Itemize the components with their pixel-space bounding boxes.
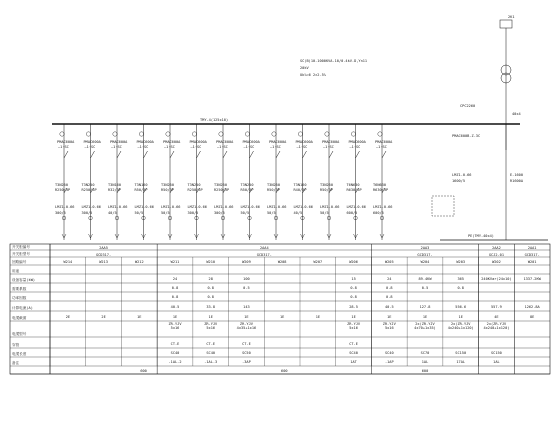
feeder-cb-rating: R250/3P: [214, 188, 230, 192]
table-row-label: 电缆长度: [12, 352, 27, 356]
incomer-main-rating: R1600A: [510, 179, 523, 183]
table-row-label: 设备容量(kW): [12, 278, 36, 282]
cell-value: CT-E: [206, 342, 216, 346]
feeder-breaker-sub: —1·SC: [323, 145, 334, 149]
feeder-breaker-sub: —1·SC: [137, 145, 149, 149]
feeder-ct-ratio: 600/5: [346, 211, 358, 215]
table-row-label: 电缆截面: [12, 316, 27, 320]
cell-value: -1AL-3: [204, 360, 218, 364]
feeder-breaker-label: PMAC600A: [57, 140, 75, 144]
feeder-breaker-sub: —1·SC: [164, 145, 175, 149]
circuit-id: W202: [492, 260, 501, 264]
feeder-cb-model: T3N250: [161, 183, 174, 187]
table-row-label: 开关柜型号: [12, 252, 30, 256]
cell-value: SC50: [242, 351, 251, 355]
feeder-ct-ratio: 50/5: [267, 211, 276, 215]
breaker-contact: [91, 151, 95, 158]
incomer-main-cb: E-1600: [510, 173, 523, 177]
feeder-breaker-sub: —1·SC: [58, 145, 69, 149]
cell-value: 1E: [279, 315, 285, 319]
feeder-breaker-label: PMAC600A: [375, 140, 393, 144]
cell-value: 15: [351, 277, 356, 281]
feeder-ct-label: LMZ1-0.66: [320, 205, 340, 209]
busbar-tag: 40x4: [512, 112, 521, 116]
feeder-ct-ratio: 50/5: [161, 211, 170, 215]
table-row-label: 备注: [12, 361, 20, 365]
feeder-breaker-label: PMAC600A: [295, 140, 313, 144]
feeder-cb-model: T3N250: [214, 183, 227, 187]
table-row-label: 需要系数: [12, 287, 27, 291]
circuit-id: W207: [313, 260, 323, 264]
cell-value: 0.8: [457, 286, 464, 290]
cell-value: ZR-YJV: [239, 322, 253, 326]
cell-value: 2E: [101, 315, 106, 319]
feeder-ct-ratio: 300/5: [214, 211, 225, 215]
circuit-id: W212: [134, 260, 144, 264]
cell-value: 0.5: [243, 286, 250, 290]
feeder-breaker-label: PMAC600A: [269, 140, 287, 144]
feeder-number-icon: [298, 132, 302, 136]
feeder-ct-ratio: 300/5: [187, 211, 199, 215]
feeder-breaker-sub: —1·SC: [349, 145, 361, 149]
cabinet-tag: 2K1: [508, 15, 515, 19]
cell-value: 89.4KW: [418, 277, 432, 281]
feeder-breaker-label: PMAC600A: [110, 140, 128, 144]
cell-value: 0.8: [171, 295, 179, 299]
transformer-note: Uk%=6 2×2.5%: [300, 73, 326, 77]
feeder-cb-rating: R630/3P: [346, 188, 362, 192]
feeder-cb-rating: R630/3P: [373, 188, 389, 192]
cell-value: -1AP: [384, 360, 394, 364]
cell-value: 2x(ZR-YJV: [415, 322, 435, 326]
bus-label: TMY-4(125x10): [200, 118, 229, 122]
feeder-breaker-sub: —1·SC: [296, 145, 308, 149]
cell-value: ZR-YJV: [168, 322, 182, 326]
cell-value: 1262.8A: [524, 305, 540, 309]
breaker-contact: [250, 151, 254, 158]
cell-value: 1E: [137, 315, 142, 319]
feeder-cb-rating: R32/3P: [108, 188, 121, 192]
cell-value: 1E: [208, 315, 213, 319]
feeder-cb-model: T3N160: [108, 183, 121, 187]
cell-value: ZR-YJV: [382, 322, 396, 326]
feeder-ct-label: LMZ1-0.66: [346, 205, 366, 209]
cell-value: 2x(ZR-YJV: [486, 322, 507, 326]
group-model: GCJ2-01: [488, 253, 505, 257]
feeder-cb-rating: R50/3P: [267, 188, 280, 192]
feeder-breaker-label: PMAC600A: [83, 140, 101, 144]
cell-value: 40.5: [170, 305, 180, 309]
cell-value: 24: [387, 277, 392, 281]
cell-value: -1AL-2: [168, 360, 182, 364]
cell-value: SC40: [384, 351, 394, 355]
table-row-label: 功率因数: [12, 296, 27, 300]
cell-value: SC40: [349, 351, 358, 355]
cell-value: 0.8: [386, 295, 393, 299]
breaker-contact: [276, 151, 280, 158]
feeder-ct-label: LMZ1-0.66: [240, 205, 260, 209]
table-row-label: 开关柜编号: [12, 245, 30, 249]
feeder-cb-model: T3N250: [240, 183, 254, 187]
feeder-cb-model: T3N250: [267, 183, 280, 187]
cell-value: SC40: [170, 351, 180, 355]
circuit-id: W206: [349, 260, 358, 264]
cell-value: 240KVar(24x10): [481, 277, 512, 281]
cable-tag: CPC2260: [460, 104, 476, 108]
cell-value: 127.8: [419, 305, 431, 309]
circuit-id: W204: [420, 260, 430, 264]
feeder-number-icon: [219, 132, 223, 136]
cell-value: 5x16: [384, 325, 394, 330]
feeder-breaker-label: PMAC600A: [322, 140, 340, 144]
cell-value: 365: [457, 277, 464, 281]
cell-value: CT-E: [349, 342, 358, 346]
incomer-ct: LMZ1-0.66: [452, 173, 472, 177]
feeder-ct-ratio: 300/5: [55, 211, 66, 215]
group-model: GCD317-: [95, 253, 112, 257]
transformer-sub: 20kV: [300, 66, 309, 70]
breaker-contact: [223, 151, 227, 158]
feeder-ct-ratio: 600/5: [373, 211, 384, 215]
feeder-breaker-label: PMAC600A: [189, 140, 207, 144]
breaker-contact: [382, 151, 386, 158]
breaker-contact: [303, 151, 307, 158]
feeder-number-icon: [113, 132, 117, 136]
cell-value: 4x35+1x16: [236, 325, 257, 330]
feeder-number-icon: [166, 132, 170, 136]
right-bus-label: PE(TMY-40x4): [468, 234, 494, 238]
cell-value: 1AT: [350, 360, 357, 364]
cell-value: 556.6: [455, 305, 467, 309]
feeder-number-icon: [351, 132, 355, 136]
feeder-breaker-label: PMAC600A: [242, 140, 260, 144]
feeder-cb-rating: R50/3P: [161, 188, 174, 192]
breaker-contact: [356, 151, 360, 158]
cell-value: 2E: [65, 315, 71, 319]
feeder-breaker-sub: —1·SC: [84, 145, 96, 149]
feeder-number-icon: [192, 132, 196, 136]
cell-value: 28: [208, 277, 213, 281]
cell-value: 1E: [458, 315, 463, 319]
feeder-ct-ratio: 50/5: [320, 211, 329, 215]
feeder-ct-label: LMZ1-0.66: [373, 205, 393, 209]
cell-value: SC150: [455, 351, 467, 355]
cell-value: CT-E: [242, 342, 251, 346]
circuit-id: W201: [527, 260, 537, 264]
feeder-breaker-sub: —1·SC: [190, 145, 202, 149]
cell-value: 0.8: [350, 286, 357, 290]
cell-value: 143: [243, 305, 250, 309]
cell-value: ZR-YJV: [347, 322, 361, 326]
group-model: GCD317-: [256, 253, 272, 257]
feeder-number-icon: [86, 132, 90, 136]
feeder-breaker-sub: —1·SC: [243, 145, 255, 149]
feeder-cb-rating: R250/3P: [55, 188, 71, 192]
group-model: GCD317-: [417, 253, 433, 257]
feeder-cb-rating: R50/3P: [134, 188, 148, 192]
feeder-cb-rating: R40/3P: [293, 188, 307, 192]
feeder-ct-ratio: 50/5: [240, 211, 250, 215]
circuit-id: W205: [384, 260, 394, 264]
cell-value: 1337.2KW: [523, 277, 541, 281]
cell-value: 0.8: [207, 286, 214, 290]
cell-value: 0.5: [421, 286, 429, 290]
breaker-contact: [144, 151, 148, 158]
cell-value: 0.8: [171, 286, 179, 290]
circuit-id: W203: [456, 260, 466, 264]
feeder-ct-label: LMZ1-0.66: [55, 205, 75, 209]
cell-value: 0.8: [207, 295, 214, 299]
feeder-ct-label: LMZ1-0.66: [81, 205, 101, 209]
breaker-contact: [117, 151, 121, 158]
incomer-breaker-label: PMAC600B-Z-3C: [452, 134, 481, 138]
cabinet-box: [500, 20, 512, 28]
feeder-cb-rating: R250/3P: [81, 188, 97, 192]
feeder-cb-model: T3N250: [55, 183, 68, 187]
incomer-ct-ratio: 1600/5: [452, 179, 465, 183]
group-name: 2AA1: [527, 246, 537, 250]
cell-value: 1AL: [421, 360, 429, 364]
feeder-ct-label: LMZ1-0.66: [214, 205, 234, 209]
cell-value: SC40: [206, 351, 216, 355]
group-name: 2AA3: [420, 246, 430, 250]
cell-value: 4x70+1x35): [414, 325, 436, 330]
cell-value: 33.8: [206, 305, 216, 309]
feeder-cb-rating: R50/3P: [240, 188, 254, 192]
feeder-cb-rating: R250/3P: [187, 188, 203, 192]
feeder-ct-label: LMZ1-0.66: [187, 205, 207, 209]
group-name: 2AA4: [259, 246, 269, 250]
feeder-ct-label: LMZ1-0.66: [293, 205, 313, 209]
breaker-contact: [64, 151, 68, 158]
breaker-contact: [170, 151, 174, 158]
feeder-number-icon: [139, 132, 143, 136]
table-row-label: 电缆型号: [12, 332, 27, 336]
feeder-ct-label: LMZ1-0.66: [161, 205, 181, 209]
group-name: 2AA2: [492, 246, 501, 250]
feeder-breaker-sub: —1·SC: [111, 145, 122, 149]
cell-value: 24: [172, 277, 178, 281]
cell-value: 2x(ZR-YJV: [450, 322, 471, 326]
transformer-label: SC(B)10-1000KVA-10/0.4kV-D,Yn11: [300, 59, 368, 63]
feeder-breaker-label: PMAC600A: [136, 140, 154, 144]
cell-value: 4E: [494, 315, 499, 319]
feeder-cb-rating: R50/3P: [320, 188, 333, 192]
cell-value: 1E: [387, 315, 392, 319]
breaker-contact: [197, 151, 201, 158]
group-model: GCD317-: [524, 253, 540, 257]
breaker-contact: [329, 151, 333, 158]
table-row-label: 用途: [12, 269, 20, 273]
feeder-cb-model: T3N160: [134, 183, 148, 187]
feeder-ct-ratio: 50/5: [134, 211, 144, 215]
cell-value: 1E: [315, 315, 321, 319]
cell-value: 8E: [529, 315, 535, 319]
cell-value: 1E: [172, 315, 178, 319]
feeder-number-icon: [60, 132, 64, 136]
feeder-cb-model: T6N630: [373, 183, 386, 187]
circuit-id: W208: [277, 260, 287, 264]
feeder-ct-label: LMZ1-0.66: [134, 205, 154, 209]
cell-value: 17AL: [456, 360, 466, 364]
feeder-cb-model: T3N250: [320, 183, 333, 187]
feeder-breaker-label: PMAC600A: [163, 140, 181, 144]
capacitor-box: [432, 196, 454, 216]
circuit-id: W209: [242, 260, 251, 264]
width-value: 600: [140, 369, 147, 373]
cell-value: 0.8: [350, 295, 357, 299]
feeder-number-icon: [272, 132, 276, 136]
cell-value: 1E: [351, 315, 356, 319]
feeder-breaker-label: PMAC600A: [216, 140, 234, 144]
feeder-number-icon: [378, 132, 382, 136]
table-row-label: 计算电流(A): [12, 306, 33, 310]
feeder-breaker-sub: —1·SC: [270, 145, 281, 149]
feeder-cb-model: T6N630: [346, 183, 360, 187]
cell-value: 5x16: [170, 325, 180, 330]
width-value: 600: [421, 369, 429, 373]
feeder-number-icon: [325, 132, 329, 136]
table-row-label: 穿管: [12, 343, 20, 347]
cell-value: 1E: [422, 315, 428, 319]
feeder-cb-model: T3N250: [187, 183, 201, 187]
feeder-breaker-label: PMAC600A: [348, 140, 366, 144]
cell-value: 5x16: [206, 325, 216, 330]
circuit-id: W214: [63, 260, 73, 264]
cell-value: 4x240+1x120): [447, 325, 474, 330]
feeder-ct-ratio: 300/5: [81, 211, 93, 215]
cell-value: 100: [243, 277, 250, 281]
table-row-label: 回路编号: [12, 260, 27, 264]
feeder-number-icon: [245, 132, 249, 136]
width-value: 600: [281, 369, 288, 373]
cell-value: 4x240+1x120): [483, 325, 510, 330]
cell-value: SC150: [491, 351, 502, 355]
circuit-id: W213: [99, 260, 108, 264]
feeder-ct-ratio: 40/5: [108, 211, 117, 215]
feeder-cb-model: T3N250: [81, 183, 95, 187]
feeder-breaker-sub: —1·SC: [217, 145, 228, 149]
circuit-id: W211: [170, 260, 180, 264]
group-name: 2AA5: [99, 246, 108, 250]
cell-value: 0.8: [386, 286, 393, 290]
cell-value: 40.5: [384, 305, 394, 309]
cell-value: 1E: [244, 315, 249, 319]
cell-value: SC70: [420, 351, 430, 355]
cell-value: ZR-YJV: [204, 322, 218, 326]
feeder-ct-label: LMZ1-0.66: [267, 205, 287, 209]
cell-value: 5x16: [349, 325, 358, 330]
cell-value: -3AP: [242, 360, 251, 364]
circuit-id: W210: [206, 260, 216, 264]
feeder-ct-label: LMZ1-0.66: [108, 205, 128, 209]
cell-value: 28.5: [349, 305, 358, 309]
feeder-ct-ratio: 40/5: [293, 211, 303, 215]
feeder-cb-model: T3N160: [293, 183, 307, 187]
cell-value: CT-E: [170, 342, 180, 346]
cell-value: 557.9: [491, 305, 502, 309]
cell-value: 1AL: [493, 360, 500, 364]
feeder-breaker-sub: —1·SC: [376, 145, 387, 149]
